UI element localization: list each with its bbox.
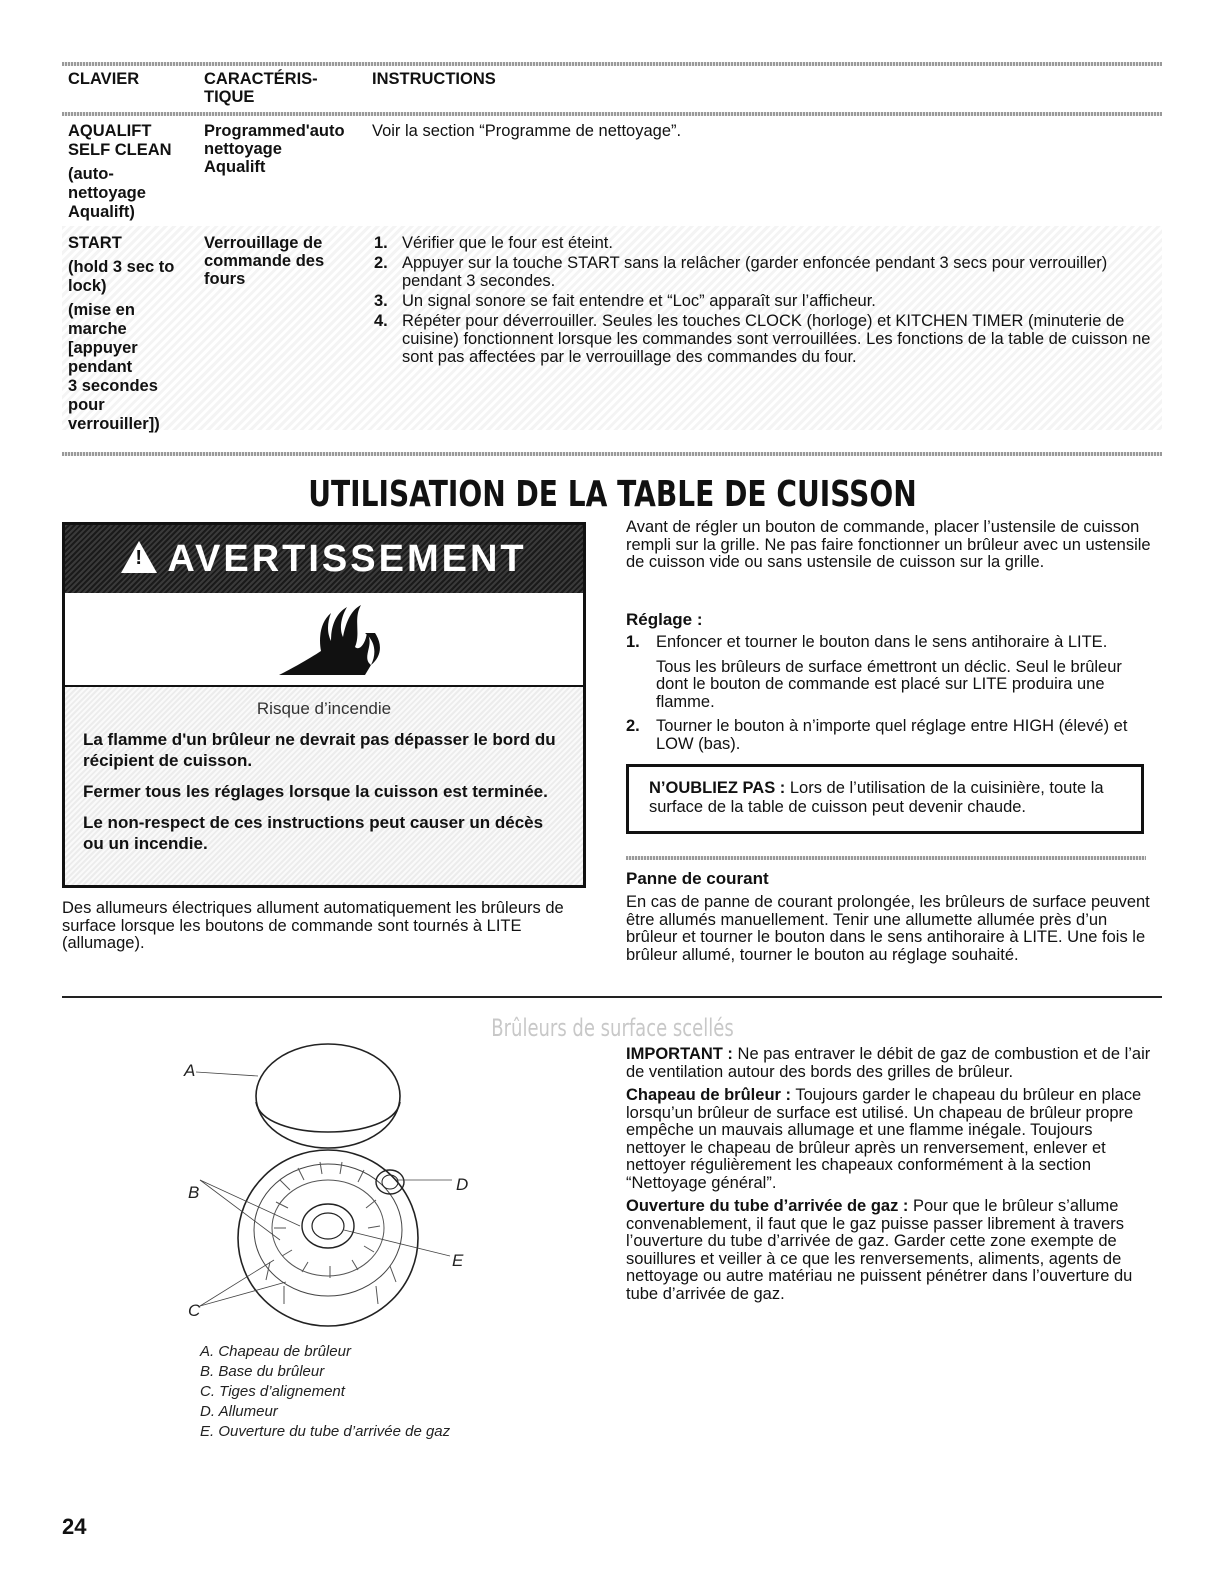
- panne-rule: [626, 856, 1146, 860]
- warning-triangle-icon: !: [121, 541, 157, 573]
- important-label: IMPORTANT :: [626, 1045, 733, 1063]
- step-number: 2.: [626, 717, 640, 735]
- row1-key-line: (auto-: [68, 165, 114, 183]
- reglage-step: [626, 718, 1156, 753]
- page-number: 24: [62, 1514, 87, 1539]
- label-a: A: [184, 1061, 196, 1080]
- row1-key-line: AQUALIFT: [68, 122, 152, 140]
- header-instructions: INSTRUCTIONS: [372, 70, 496, 88]
- row1-key-line: SELF CLEAN: [68, 141, 172, 159]
- caption-item: D. Allumeur: [200, 1403, 278, 1420]
- row2-key-line: pour: [68, 396, 105, 414]
- intro-paragraph: Avant de régler un bouton de commande, placer l’ustensile de cuisson rempli sur la grille. Ne pas faire fonctionner un brûleur avec un ustensile de cuisson vide ou sans ustensile de cuisson sur la grille.: [626, 518, 1151, 571]
- step-note: Tous les brûleurs de surface émettront un déclic. Seul le brûleur dont le bouton de commande est placé sur LITE produira une flamme.: [656, 657, 1122, 711]
- step-number: 3.: [374, 292, 388, 310]
- igniter-paragraph: Des allumeurs électriques allument automatiquement les brûleurs de surface lorsque les boutons de commande sont tournés à LITE (allumage).: [62, 899, 564, 952]
- sealed-text: [626, 1046, 1156, 1303]
- panne-paragraph: En cas de panne de courant prolongée, les brûleurs de surface peuvent être allumés manuellement. Tenir une allumette allumée près d’un brûleur et tourner le bouton dans le sens antihoraire à LITE. Une fois le brûleur allumé, tourner le bouton au réglage souhaité.: [626, 893, 1150, 964]
- reminder-label: N’OUBLIEZ PAS :: [649, 779, 786, 797]
- cap-text: Toujours garder le chapeau du brûleur en place lorsqu’un brûleur de surface est utilisé. Un chapeau de brûleur propre empêche un mauvais allumage et une flamme inégale. Toujours nettoyer le chapeau de brûleur après un renversement, enlever et nettoyer régulièrement les chapeaux conformément à la section “Nettoyage général”.: [626, 1086, 1142, 1192]
- row2-key-line: 3 secondes: [68, 377, 158, 395]
- tube-paragraph: [626, 1198, 1156, 1303]
- warning-heading: AVERTISSEMENT: [167, 537, 527, 580]
- section-divider: [62, 996, 1162, 998]
- row2-feature-line: commande des: [204, 252, 325, 270]
- header-caracteristique-2: TIQUE: [204, 88, 255, 106]
- step-text: Tourner le bouton à n’importe quel réglage entre HIGH (élevé) et LOW (bas).: [656, 717, 1128, 753]
- reminder-text: Lors de l’utilisation de la cuisinière, toute la surface de la table de cuisson peut devenir chaude.: [649, 779, 1104, 816]
- step-item: [372, 254, 1162, 290]
- row1-key-line: Aqualift): [68, 203, 135, 221]
- step-number: 4.: [374, 312, 388, 330]
- row1-feature-line: nettoyage: [204, 140, 282, 158]
- warning-line: La flamme d'un brûleur ne devrait pas dépasser le bord du récipient de cuisson.: [83, 730, 556, 770]
- reminder-box: [626, 764, 1144, 834]
- row2-key-line: (hold 3 sec to: [68, 258, 175, 276]
- fire-icon: [65, 593, 583, 685]
- fire-illustration: [65, 593, 583, 687]
- header-clavier: CLAVIER: [68, 70, 140, 88]
- row2-key-line: pendant: [68, 358, 133, 376]
- row1-feature-line: Aqualift: [204, 158, 266, 176]
- row1-instruction: Voir la section “Programme de nettoyage”.: [372, 122, 682, 140]
- important-text: Ne pas entraver le débit de gaz de combustion et de l’air de ventilation autour des bords des grilles de brûleur.: [626, 1045, 1151, 1081]
- row2-key-line: [appuyer: [68, 339, 138, 357]
- header-caracteristique-1: CARACTÉRIS-: [204, 70, 318, 88]
- step-item: [372, 292, 1162, 310]
- tube-text: Pour que le brûleur s’allume convenablement, il faut que le gaz puisse passer librement à travers l’ouverture du tube d’arrivée de gaz. Garder cette zone exempte de souillures et veiller à ce que les renversements, aliments, agents de nettoyage ou autre matériau ne puissent pénétrer dans l’ouverture du tube d’arrivée de gaz.: [626, 1197, 1133, 1303]
- row2-key: [68, 234, 198, 434]
- table-bottom-rule: [62, 452, 1162, 456]
- header-rule: [62, 112, 1162, 116]
- warning-text: [65, 687, 583, 885]
- step-number: 1.: [626, 633, 640, 651]
- warning-line: Fermer tous les réglages lorsque la cuisson est terminée.: [83, 782, 548, 801]
- step-number: 2.: [374, 254, 388, 272]
- row1-feature: [204, 122, 364, 176]
- label-e: E: [452, 1251, 464, 1270]
- important-paragraph: [626, 1046, 1156, 1081]
- step-text: Enfoncer et tourner le bouton dans le sens antihoraire à LITE.: [656, 633, 1108, 651]
- row2-key-line: verrouiller]): [68, 415, 160, 433]
- caption-item: B. Base du brûleur: [200, 1363, 325, 1380]
- reglage-heading: Réglage :: [626, 610, 703, 629]
- warning-line: Le non-respect de ces instructions peut causer un décès ou un incendie.: [83, 813, 544, 853]
- row2-key-line: marche: [68, 320, 127, 338]
- hazard-label: Risque d’incendie: [256, 699, 392, 718]
- row2-key-line: (mise en: [68, 301, 135, 319]
- table-top-rule: [62, 62, 1162, 66]
- label-b: B: [188, 1183, 200, 1202]
- step-item: [372, 234, 1162, 252]
- tube-label: Ouverture du tube d’arrivée de gaz :: [626, 1197, 909, 1215]
- caption-item: E. Ouverture du tube d’arrivée de gaz: [200, 1423, 451, 1440]
- burner-diagram: [170, 1030, 500, 1330]
- step-text: Répéter pour déverrouiller. Seules les touches CLOCK (horloge) et KITCHEN TIMER (minuterie de cuisine) fonctionnent lorsque les commandes sont verrouillées. Les fonctions de la table de cuisson ne sont pas affectées par le verrouillage des commandes du four.: [402, 312, 1151, 366]
- step-text: Un signal sonore se fait entendre et “Loc” apparaît sur l’afficheur.: [402, 292, 876, 310]
- row2-key-line: START: [68, 234, 122, 252]
- row2-key-line: lock): [68, 277, 107, 295]
- diagram-captions: [200, 1342, 450, 1442]
- table-row-start: [62, 226, 1162, 433]
- reglage-step: [626, 634, 1156, 652]
- label-d: D: [456, 1175, 469, 1194]
- row2-feature: [204, 234, 364, 288]
- caption-item: C. Tiges d’alignement: [200, 1383, 345, 1400]
- caption-item: A. Chapeau de brûleur: [200, 1343, 351, 1360]
- reglage-steps: [626, 634, 1156, 753]
- step-item: [372, 312, 1162, 366]
- step-number: 1.: [374, 234, 388, 252]
- row1-feature-line: Programmed'auto: [204, 122, 345, 140]
- warning-header: [65, 525, 583, 593]
- row1-key: [68, 122, 198, 222]
- sealed-burners-title: Brûleurs de surface scellés: [491, 1014, 734, 1042]
- panne-heading: Panne de courant: [626, 869, 769, 888]
- row2-feature-line: fours: [204, 270, 246, 288]
- step-text: Appuyer sur la touche START sans la relâcher (garder enfoncée pendant 3 secs pour verrouiller) pendant 3 secondes.: [402, 254, 1108, 290]
- step-text: Vérifier que le four est éteint.: [402, 234, 613, 252]
- row2-steps: [372, 234, 1162, 368]
- cap-label: Chapeau de brûleur :: [626, 1086, 792, 1104]
- warning-box: [62, 522, 586, 888]
- cap-paragraph: [626, 1087, 1156, 1192]
- label-c: C: [188, 1301, 201, 1320]
- reglage-step-note: [626, 659, 1156, 712]
- row2-feature-line: Verrouillage de: [204, 234, 323, 252]
- row1-key-line: nettoyage: [68, 184, 146, 202]
- page-title: UTILISATION DE LA TABLE DE CUISSON: [308, 474, 917, 515]
